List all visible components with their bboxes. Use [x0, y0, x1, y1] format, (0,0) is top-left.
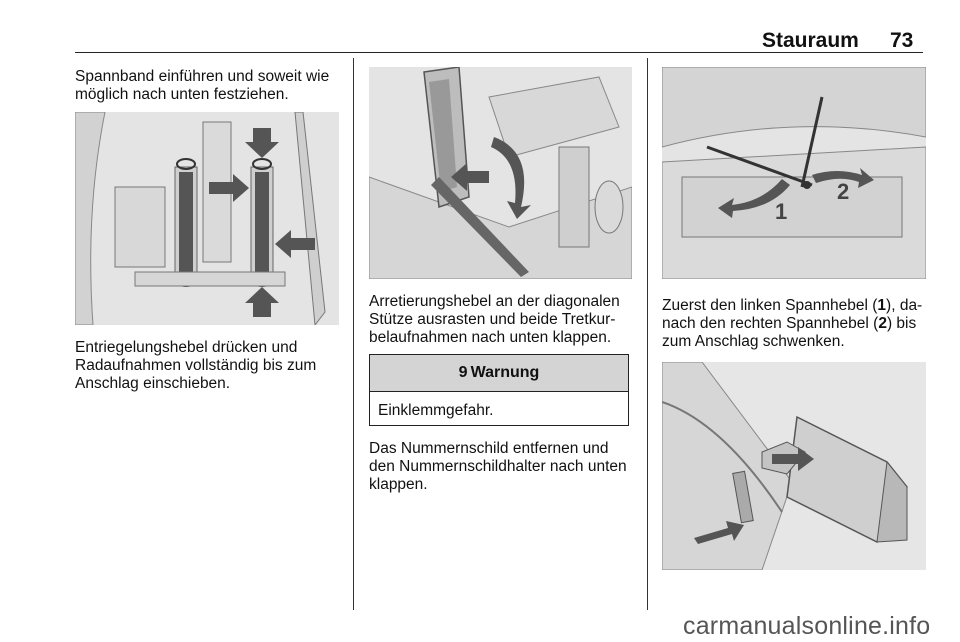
footer-watermark: carmanualsonline.info [683, 612, 931, 640]
text-line: belaufnahmen nach unten klappen. [369, 329, 612, 346]
callout-2: 2 [837, 179, 850, 204]
figure-wheel-holders [75, 112, 339, 325]
text-line: Anschlag einschieben. [75, 375, 231, 392]
text-run: ), da- [886, 297, 923, 314]
callout-1: 1 [775, 199, 788, 224]
ref-number: 2 [878, 315, 887, 332]
text-run: nach den rechten Spannhebel ( [662, 315, 879, 332]
text-line: Arretierungshebel an der diagonalen [369, 293, 620, 310]
plate-holder-illustration [662, 362, 926, 570]
ref-number: 1 [877, 297, 887, 314]
text-line: Entriegelungshebel drücken und [75, 339, 298, 356]
col3-caption [662, 297, 922, 351]
col2-caption [369, 293, 620, 347]
tension-levers-illustration [662, 67, 926, 279]
header-rule [75, 52, 923, 53]
text-line: den Nummernschildhalter nach unten [369, 458, 627, 475]
figure-tension-levers [662, 67, 926, 279]
figure-license-plate-holder [662, 362, 926, 570]
text-line: möglich nach unten festziehen. [75, 86, 289, 103]
wheel-holders-illustration [75, 112, 339, 325]
text-line: Stütze ausrasten und beide Tretkur- [369, 311, 616, 328]
text-run: ) bis [886, 315, 917, 332]
warning-text: Einklemmgefahr. [378, 402, 494, 419]
text-run: Zuerst den linken Spannhebel ( [662, 297, 878, 314]
figure-locking-lever [369, 67, 632, 279]
text-line: klappen. [369, 476, 428, 493]
text-line: Radaufnahmen vollständig bis zum [75, 357, 317, 374]
warning-box [369, 354, 629, 426]
warning-header [370, 355, 628, 392]
column-divider-1 [353, 58, 354, 610]
col1-intro-paragraph [75, 68, 329, 104]
warning-title: Warnung [470, 364, 540, 381]
text-line: Spannband einführen und soweit wie [75, 68, 330, 85]
page-number: 73 [890, 29, 914, 52]
col2-after-paragraph [369, 440, 627, 494]
locking-lever-illustration [369, 67, 632, 279]
text-line: Das Nummernschild entfernen und [369, 440, 609, 457]
page-header-title: Stauraum [762, 29, 859, 52]
column-divider-2 [647, 58, 648, 610]
warning-triangle-icon: 9 [458, 364, 468, 381]
text-line: zum Anschlag schwenken. [662, 333, 845, 350]
col1-caption [75, 339, 316, 393]
